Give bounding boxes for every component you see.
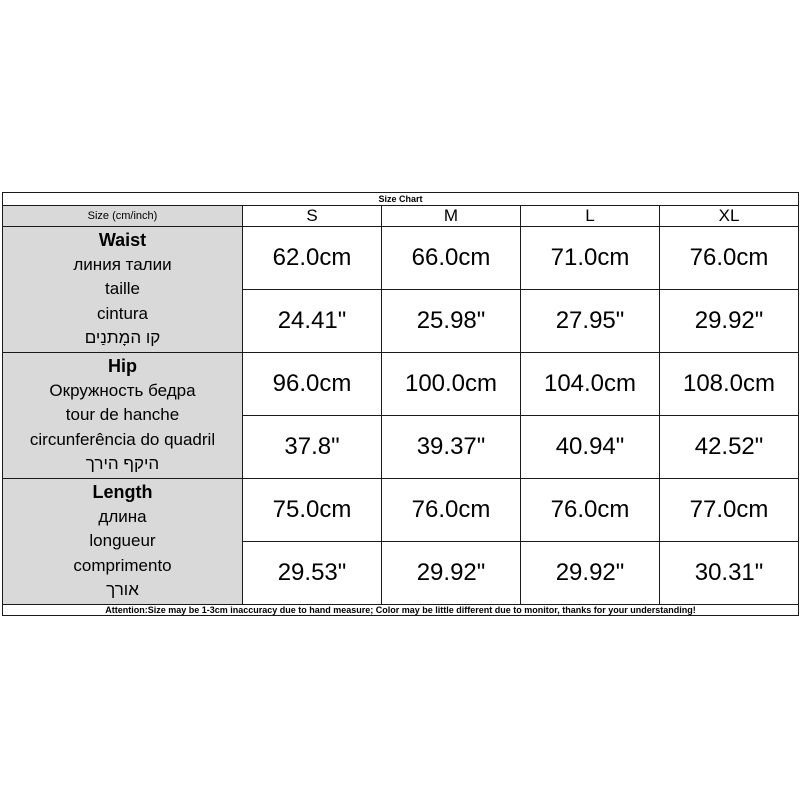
hip-inch-s: 37.8": [243, 416, 382, 479]
hip-inch-m: 39.37": [382, 416, 521, 479]
waist-inch-s: 24.41": [243, 290, 382, 353]
translation-he: אורך: [106, 580, 139, 600]
length-inch-s: 29.53": [243, 542, 382, 605]
translation-he: היקף הירך: [85, 454, 160, 474]
attention-note: Attention:Size may be 1-3cm inaccuracy due to hand measure; Color may be little different due to monitor, thanks for your understanding!: [3, 605, 799, 616]
waist-inch-xl: 29.92": [660, 290, 799, 353]
measurement-name: Hip: [108, 356, 137, 377]
length-cm-xl: 77.0cm: [660, 479, 799, 542]
size-chart-table: [2, 192, 799, 616]
waist-label-cell: [3, 227, 243, 353]
translation-ru: длина: [98, 506, 147, 526]
waist-cm-l: 71.0cm: [521, 227, 660, 290]
length-cm-m: 76.0cm: [382, 479, 521, 542]
hip-cm-m: 100.0cm: [382, 353, 521, 416]
translation-pt: comprimento: [73, 555, 172, 575]
table-row: [3, 353, 799, 416]
hip-cm-l: 104.0cm: [521, 353, 660, 416]
length-inch-l: 29.92": [521, 542, 660, 605]
length-inch-m: 29.92": [382, 542, 521, 605]
translation-fr: longueur: [89, 531, 156, 551]
chart-title: Size Chart: [3, 193, 799, 206]
measurement-name: Length: [92, 482, 153, 503]
hip-label-cell: [3, 353, 243, 479]
hip-cm-s: 96.0cm: [243, 353, 382, 416]
translation-pt: cintura: [96, 303, 149, 323]
waist-cm-m: 66.0cm: [382, 227, 521, 290]
hip-cm-xl: 108.0cm: [660, 353, 799, 416]
translation-pt: circunferência do quadril: [29, 429, 216, 449]
hip-inch-xl: 42.52": [660, 416, 799, 479]
length-inch-xl: 30.31": [660, 542, 799, 605]
waist-cm-s: 62.0cm: [243, 227, 382, 290]
length-cm-s: 75.0cm: [243, 479, 382, 542]
size-unit-header: Size (cm/inch): [3, 206, 243, 227]
translation-fr: taille: [105, 279, 140, 299]
size-header-s: S: [243, 206, 382, 227]
table-row: [3, 227, 799, 290]
translation-ru: Окружность бедра: [49, 380, 196, 400]
size-header-l: L: [521, 206, 660, 227]
translation-fr: tour de hanche: [65, 405, 180, 425]
measurement-name: Waist: [98, 230, 147, 251]
waist-inch-m: 25.98": [382, 290, 521, 353]
translation-he: קו המָתנַים: [84, 328, 161, 348]
size-header-m: M: [382, 206, 521, 227]
waist-inch-l: 27.95": [521, 290, 660, 353]
waist-cm-xl: 76.0cm: [660, 227, 799, 290]
hip-inch-l: 40.94": [521, 416, 660, 479]
length-label-cell: [3, 479, 243, 605]
translation-ru: линия талии: [73, 254, 172, 274]
table-row: [3, 479, 799, 542]
size-header-xl: XL: [660, 206, 799, 227]
length-cm-l: 76.0cm: [521, 479, 660, 542]
